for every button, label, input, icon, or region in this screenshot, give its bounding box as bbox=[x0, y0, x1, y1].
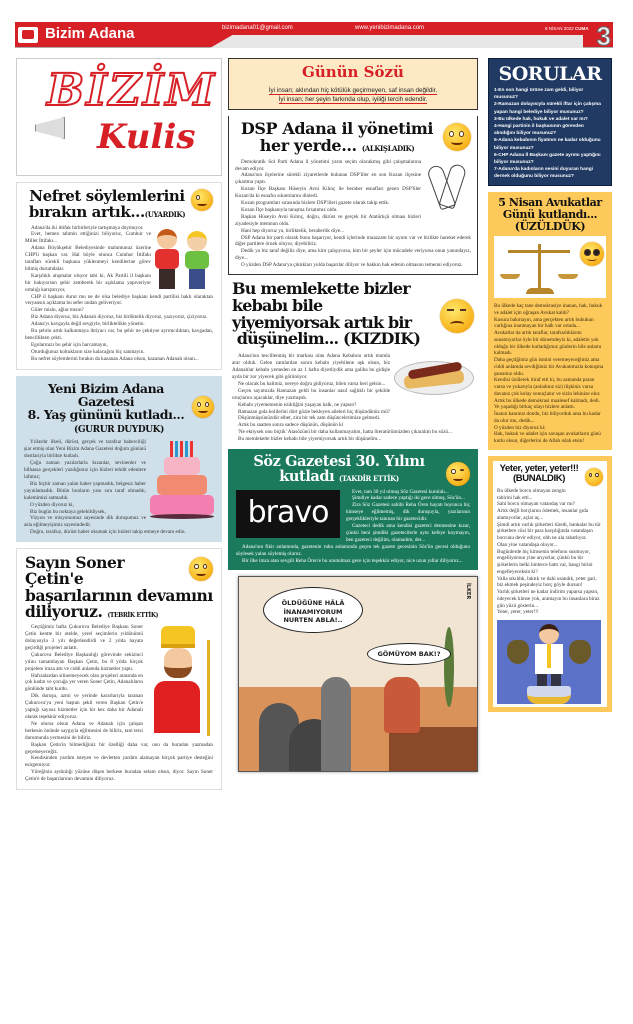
question-item: 2-Ramazan dolayısıyla sürekli iftar için çalışma yapan hangi belediye biliyor musunuz? bbox=[494, 102, 601, 115]
website-link[interactable]: www.yenibizimadana.com bbox=[355, 25, 425, 31]
article-body bbox=[235, 159, 471, 270]
cartoonist-signature: İLKER bbox=[465, 583, 471, 600]
kulis-title-top: BİZİM bbox=[47, 65, 217, 116]
crying-emoji-icon bbox=[191, 189, 213, 211]
article-yeter bbox=[488, 456, 612, 712]
article-avukat bbox=[488, 192, 612, 449]
winking-emoji-icon bbox=[192, 396, 214, 418]
paragraph: Valla sıkıldık, bıktık ve dahi usandık, yeter gari, biz ekmek peşindeyiz borç göyle dursun! bbox=[497, 575, 597, 589]
paragraph: O yüzden biz diyoruz ki; bbox=[494, 424, 546, 431]
paragraph: Biz hiçbir zaman yalan haber yapmadık, belgesiz haber yayınlamadık. Bütün bunların yanı sıra taraf olmadık, kalemimizi satmadık. bbox=[24, 480, 146, 501]
paragraph: Düşünmüşsünüzdür elbet, zira bir tek zam düşüncelerimize gelmedi. bbox=[238, 415, 381, 422]
article-soner-cetin bbox=[16, 548, 222, 790]
megaphone-icon bbox=[35, 117, 65, 139]
email-link[interactable]: bizimadana01@gmail.com bbox=[222, 25, 293, 31]
newspaper-logo-icon bbox=[18, 27, 38, 43]
paragraph: Başkan Çetin'in bilmediğiniz bir özelliği daha var, onu da buradan yazmadan geçemeyeceğiz. bbox=[25, 741, 213, 755]
question-item: 7-Adana'da kadınların sesini duyuran hangi dernek olduğunu biliyor musunuz? bbox=[494, 167, 593, 180]
question-item: 6-CHP Adana İl Başkanı gazete ayrımı yaptığını biliyor musunuz? bbox=[494, 152, 601, 165]
paragraph: Yeter, yeter, yeter!!! bbox=[497, 609, 539, 616]
paragraph: DSP Adana bir parti olarak bunu başarıyor, kendi içlerinde muazzam bir uyum var ve birlikte hareket ederek diğer partilere örnek oluyor, diyebiliriz. bbox=[235, 234, 471, 248]
paragraph: Hak, hukuk ve adalet için savaşan avukatların günü kutlu olsun, diğerlerini de Allah ıslah etsin! bbox=[494, 431, 601, 445]
wink-emoji-icon bbox=[446, 462, 470, 486]
paragraph: Çukurova Belediye Başkanlığı görevinde sekizinci yılını tamamlayan Başkan Çetin, bu 8 yılda birçok projelere imza attı ve ciddi anlamda hizmetler yaptı. bbox=[25, 651, 143, 672]
headline: Yeter, yeter, yeter!!! (BUNALDIK) bbox=[497, 464, 603, 484]
king-illustration bbox=[147, 626, 213, 736]
paragraph: Kendisinden yardım isteyen ve devletten yardım alamayan birçok partiye desteğini esirgemiyor. bbox=[25, 755, 213, 769]
article-body bbox=[497, 488, 603, 616]
paragraph: O yüzden DSP Adana'ya çıktıkları yolda başarılar diliyor ve hakkın hak edenin olmasını temenni ediyoruz. bbox=[241, 262, 463, 269]
paragraph: Başkan Hüseyin Avni Kılınç, doğru, dürüst ve gerçek bir Atatürkçü olması bizleri ziyadesiyle memnun oldu. bbox=[235, 213, 421, 227]
paragraph: Bu şehrin artık kalkınmaya ihtiyacı var, bu şehir ne çektiyse ayrımcılıktan, kavgadan, bencillikten çekti. bbox=[25, 328, 213, 341]
paragraph: Güler misin, ağlar mısın? bbox=[31, 307, 84, 314]
paragraph: Yüreğinin aydınlığı yüzüne düşen herkese buradan selam olsun, diyor. Sayın Soner Çetin'e de başarılarının devamını diliyoruz. bbox=[25, 769, 213, 783]
issue-date: 8 NİSAN 2022 CUMA bbox=[545, 26, 589, 31]
paragraph: Şimdiye kadar sadece yaptığı iki gece olmuş, Söz'ün... bbox=[352, 495, 465, 502]
page-number: 3 bbox=[596, 21, 611, 51]
laughing-emoji-icon bbox=[443, 123, 471, 151]
paragraph: Adana'nın tescillenmiş bir markası olan Adana Kebabını artık mumla arar olduk. Gelen zamlardan sonra kebabı yiyebilene aşk olsun, biz Adanalılar kebabı yemeden en az 1 hafta diyetliydik ama galiba bu gidişle ayda bir zor yiyecek gibi görünüyor. bbox=[232, 353, 390, 380]
paragraph: Kozan İlçe başkanıyla tanışma fırsatımız oldu. bbox=[241, 206, 338, 213]
paragraph: Artık değil borçlarını ödemek, insanlar gıda alamıyorlar, açlar aç... bbox=[497, 508, 589, 521]
bravo-logo: bravo bbox=[236, 490, 340, 538]
article-nefret bbox=[16, 182, 222, 370]
gunun-sozu-quote: İyi insan; aklından hiç kötülük geçirmeyen, saf insan değildir. İyi insan; her şeyin farkında olup, iyiliği tercih edendir. bbox=[268, 87, 438, 104]
clapping-hands-illustration bbox=[425, 161, 471, 213]
paragraph: Bu nefret söylemlerini bırakın da kazanan Adana olsun, kazanan Adanalı olsun... bbox=[31, 355, 199, 362]
right-column bbox=[488, 58, 612, 712]
masthead-strip bbox=[210, 35, 583, 48]
article-soz-gazetesi bbox=[228, 449, 478, 570]
paragraph: Artık bu saatten sonra sadece düşünün, düşünün ki bbox=[238, 422, 344, 429]
headline: Yeni Bizim Adana Gazetesi 8. Yaş gününü kutladı... (GURUR DUYDUK) bbox=[24, 382, 214, 436]
paragraph: Ramazan gıda kolilerini dört gözle bekleyen aileleri hiç düşündünüz mü? bbox=[238, 408, 390, 415]
kulis-title-bottom: Kulis bbox=[97, 117, 196, 157]
paragraph: Adana'yı kavgayla değil sevgiyle, birliktelikle yönetin. bbox=[31, 321, 145, 328]
paragraph: Şimdi artık varlık şirketleri türedi, bankalar bu tür şirketlere cüzi bir para karşılığında vatandaşın borcunu devir ediyor, ohh ne ala rahatlıyor. bbox=[497, 521, 601, 542]
left-column bbox=[16, 58, 222, 790]
question-item: 5-Adana kebabının fiyatının ne kadar olduğunu biliyor musunuz? bbox=[494, 138, 601, 151]
paragraph: Hafızalardan silinemeyecek olan projeleri arasında en çok kadın ve çocuğa yer veren Soner Çetin, Adanalıların gönlünde taht kurdu. bbox=[25, 672, 143, 693]
scales-of-justice-illustration bbox=[494, 236, 606, 298]
paragraph: Sahi borcu olmayan vatandaş var mı? bbox=[497, 501, 575, 508]
article-body bbox=[494, 303, 606, 445]
sorular-title: SORULAR bbox=[498, 63, 602, 85]
paragraph: 'Ne ektiysek onu biçtik' Atasözünü bir daha kullanmayalım, hatta literatürümüzden çıkaralım bu sözü... bbox=[238, 429, 452, 436]
paragraph: Kozan programları sırasında bizlere DSP'lileri gazete olarak takip ettik. bbox=[241, 200, 390, 207]
question-item: 3-Bu ülkede hak, hukuk ve adalet var mı? bbox=[494, 116, 588, 122]
gravedigger-illustration bbox=[384, 677, 420, 733]
paragraph: Olan yine vatandaşa oluyor... bbox=[497, 541, 558, 548]
paragraph: Kendisi üzülerek itiraf etti ki, bu zamanda paran varsa ve yukarıyla (anladınız siz) ilişkiniz varsa davanız çok kolay sonuçlanır ve sizin lehinize olur. Artık bu ülkede demokrasi maalesef kalmadı, dedi. Ve yaşadığı birkaç olayı bizlere anlattı. bbox=[494, 377, 601, 411]
gunun-sozu-title: Günün Sözü bbox=[302, 63, 404, 81]
paragraph: O yüzden diyoruz ki, bbox=[30, 501, 74, 508]
headline: 5 Nisan Avukatlar Günü kutlandı... (ÜZÜLDÜK) bbox=[498, 196, 602, 233]
fighting-kids-illustration bbox=[155, 227, 213, 289]
paragraph: Biz bugün bu noktaya gelebildiysek, bbox=[30, 508, 106, 515]
headline: Nefret söylemlerini bırakın artık...(UYARDIK) bbox=[25, 189, 213, 221]
paragraph: Hani hep diyoruz ya, birliktelik, beraberlik diye... bbox=[241, 227, 344, 234]
article-kebap bbox=[228, 281, 478, 443]
thumbs-up-emoji-icon bbox=[189, 557, 213, 581]
gunun-sozu-box bbox=[228, 58, 478, 110]
speech-bubble-1: ÖLDÜĞÜNE HÂLÂ İNANAMIYORUM NURTEN ABLA!.. bbox=[263, 587, 363, 633]
paragraph: Adana'nın ilçelerine sürekli ziyaretlerde bulunan DSP'liler en son Kozan ilçesine çıkartma yaptı. bbox=[235, 172, 421, 186]
paragraph: Dedik ya biz taraf değiliz diye, ama kim çalışıyorsa, kim bir şeyler için mücadele veriyorsa onun yanındayız, diye... bbox=[235, 248, 471, 262]
middle-column bbox=[228, 58, 478, 772]
kulis-logo-box bbox=[16, 58, 222, 176]
question-item: 4-Hangi partinin il başkanının görevden alındığını biliyor musunuz? bbox=[494, 123, 584, 137]
paragraph: Bu memlekette bizler kebabı bile yiyemiyorsak artık bir düşünelim... bbox=[238, 436, 382, 443]
dizzy-emoji-icon bbox=[585, 468, 603, 486]
paragraph: Bugünlerde hiç kimsenin telefonu susmuyor, engelliyorsun yine arıyorlar, çünkü bu tür şirketlerin belki binlerce hattı var, hangi birini engelleyeceksin ki? bbox=[497, 548, 593, 575]
speech-bubble-2: GÖMÜYOM BAK!? bbox=[367, 643, 451, 665]
headline: Söz Gazetesi 30. Yılını kutladı (TAKDİR ETTİK) bbox=[236, 454, 470, 484]
paragraph: Biz Adana diyoruz, biz Adanalı diyoruz, biz birliktelik diyoruz, yazıyoruz, çiziyoruz. bbox=[31, 314, 208, 321]
article-body bbox=[236, 489, 470, 565]
paragraph: Varlık şirketleri ne kadar indirim yaparsa yapsın, ödeyecek kimse yok, aramayın bu insanlara biraz gün yüzü gösterin... bbox=[497, 589, 600, 609]
paragraph: Adana'nın fikir anlamında, gazetenin ruhu anlamında geçen tek gazete gecesinin Söz'ün gecesi olduğunu söylesek yalan söylemiş oluruz. bbox=[236, 543, 470, 557]
paragraph: Ne olursa olsun Adana ve Adanalı için çalışan herkesin önünde saygıyla eğilmesini de biliriz, tam tersi durumunda yermesini de biliriz. bbox=[25, 720, 143, 741]
birthday-cake-illustration bbox=[150, 441, 214, 519]
paragraph: CHP il başkanı durur mu ne de olsa belediye başkanı kendi partilisi haklı olaraktan veryansın açıklama bu sefer ondan geliveriyor. bbox=[25, 293, 213, 307]
money-bags-illustration bbox=[497, 620, 601, 704]
paragraph: Geçen sayımızda Ramazan geldi bu insanlar nasıl sağlıklı bir şekilde oruçlarını açacaklar, diye yazmıştık. bbox=[232, 387, 390, 401]
paragraph: Kusura bakmayın, ama gerçekten artık hukukun varlığına inanmayan bir halk var ortada... bbox=[494, 316, 594, 330]
paragraph: Dik duruşu, azmi ve yerinde kararlarıyla taranan Çukurova'ya yeni baştan şekil veren Başkan Çetin'e yaptığı sayısız hizmetler için bir kez daha bir Adanalı olarak teşekkür ediyoruz. bbox=[25, 693, 143, 720]
paragraph: Egolarınızı bu şehir için harcamayın, bbox=[31, 341, 108, 348]
paragraph: Evet, tam 30 yıl olmuş Söz Gazetesi kurulalı... bbox=[352, 488, 449, 495]
paragraph: Adana Büyükşehir Belediyesinde malumunuz üzerine CHP'li başkan var. Hal böyle olunca Cumhur İttifakı tarafları sürekli başkana yüklenmeyi kendilerine görev bilmiş durumdalar. bbox=[25, 245, 151, 272]
paragraph: İnanın kanımız dondu, biz biliyorduk ama bu kadar da olur mu, dedik... bbox=[494, 411, 601, 424]
mourners-illustration bbox=[259, 673, 369, 772]
kebab-plate-illustration bbox=[394, 355, 474, 397]
paragraph: Evet, hemen tahmin ettiğinizi biliyoruz, Cumhur ve Millet İttifakı... bbox=[25, 231, 151, 245]
cartoon bbox=[238, 576, 478, 772]
paragraph: Zira Söz Gazetesi sahibi Reha Ören hayatı boyunca hiç kimseye eğilmemiş, dik duruşuyla, yazılarının gerçeklikleriyle tanınan bir gazetecidir. bbox=[346, 502, 470, 523]
brand-name: Bizim Adana bbox=[45, 25, 135, 42]
article-body bbox=[232, 353, 474, 443]
paragraph: Avukatlar da artık taraflar, tarafsızlıklarını sunamıyorlar öyle bir dönemdeyiz ki, adaletin yok olduğu bir ülkede kutladığımız günlerin bile anlamı kalmadı. bbox=[494, 330, 602, 357]
paragraph: Demokratik Sol Parti Adana il yönetimi yarın seçim olacakmış gibi çalışmalarına devam ediyor. bbox=[235, 158, 421, 172]
paragraph: Oturduğunuz koltukların size kalacağını hiç sanmayın. bbox=[31, 348, 145, 355]
paragraph: Gazeteci dedik ama kendisi gazeteci denmesine kızar, çünkü beni şimdiki gazetecilerle aynı kefeye koymayın, ben gazeteci değilim, olamadım, der... bbox=[346, 523, 470, 543]
headline: DSP Adana il yönetimi her yerde... (ALKIŞLADIK) bbox=[235, 121, 471, 155]
paragraph: Karşılıklı atışmalar oluyor tabi ki, Ak Partili il başkanı bir bakıyorsun şehir zemberek bir açıklama yapıveriyor ortalığı karıştırıyor, bbox=[25, 272, 151, 293]
angry-emoji-icon bbox=[440, 299, 474, 333]
sorular-box bbox=[488, 58, 612, 186]
article-dogum-gunu bbox=[16, 376, 222, 543]
paragraph: Bu ülkede kaç tane demokrasiye inanan, hak, hukuk ve adalet için uğraşan Avukat kaldı? bbox=[494, 303, 603, 316]
paragraph: Bir ilke imza atan sevgili Reha Ören'e bu unutulmaz gece için teşekkür ediyor, nice uzun yıllar diliyoruz... bbox=[242, 557, 463, 564]
paragraph: Doğru, tarafsız, dürüst haber okumak için bizleri takip etmeye devam edin. bbox=[30, 529, 186, 536]
pleading-emoji-icon bbox=[580, 242, 604, 266]
paragraph: Kozan İlçe Başkanı Hüseyin Avni Kılınç ile beraber esnafları gezen DSP'liler Kozan'da ki esnafın sıkıntılarını dinledi. bbox=[235, 186, 421, 200]
article-body bbox=[25, 624, 213, 783]
paragraph: Adana'da iki ittifak birbirleriyle tartışmaya doymuyor. bbox=[31, 224, 144, 231]
headline: Sayın Soner Çetin'e başarılarının devamını diliyoruz. (TEBRİK ETTİK) bbox=[25, 553, 213, 621]
paragraph: Çoğu zaman yazılarlarla kızanlar, sevinenler ve bilhassa gerçekleri yazdığımız için bizleri tehdit edenlere lafımız; bbox=[24, 460, 146, 480]
paragraph: Geçtiğimiz hafta Çukurova Belediye Başkanı Soner Çetin kentte bir otelde, yerel seçimlerin yıldönümü dolayısıyla 3 yılı değerlendirdi ve 2 yılda hayata geçirdiği projeleri anlattı. bbox=[25, 624, 143, 651]
article-body bbox=[24, 439, 214, 536]
paragraph: Kebabı yiyememenin ezikliğini yaşayan halk, ne yapsın? bbox=[238, 401, 357, 408]
paragraph: Yıllardır ilkeli, dürüst, gerçek ve tarafsız haberciliği şiar etmiş olan Yeni Bizim Adana Gazetesi doğum gününü dostlarıyla birlikte kutladı. bbox=[24, 439, 146, 460]
article-dsp bbox=[228, 116, 478, 275]
article-body bbox=[25, 225, 213, 363]
paragraph: Bu ülkede borcu olmayan zengin tabirini hak etti... bbox=[497, 487, 566, 501]
paragraph: Ne olacak bu halimiz, nereye doğru gidiyoruz, bilen varsa beri gelsin... bbox=[238, 380, 386, 387]
paragraph: Daha geçtiğimiz gün ismini veremeyeceğimiz ama ciddi anlamda sevdiğimiz bir Avukatımızla konuşma şansımız oldu. bbox=[494, 357, 604, 377]
paragraph: Vizyon ve misyonumuz sayesinde dik duruşumuz ve asla eğilmeyişimiz sayesindedir. bbox=[24, 515, 146, 529]
sorular-list bbox=[494, 87, 606, 180]
masthead bbox=[15, 21, 613, 51]
question-item: 1-En son hangi ürüne zam geldi, biliyor musunuz? bbox=[494, 88, 584, 101]
headline: Bu memlekette bizler kebabı bile yiyemiyorsak artık bir düşünelim... (KIZDIK) bbox=[232, 281, 474, 348]
